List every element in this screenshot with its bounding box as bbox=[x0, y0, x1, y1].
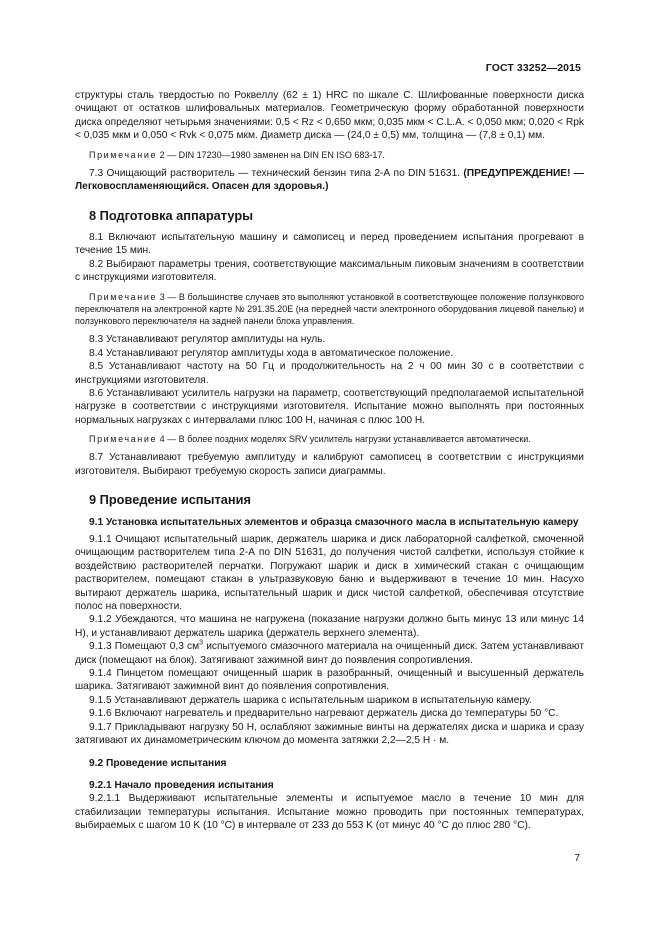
paragraph-7-3-text: 7.3 Очищающий растворитель — технический бензин типа 2-А по DIN 51631. bbox=[89, 167, 464, 179]
section-heading-9: 9 Проведение испытания bbox=[89, 492, 251, 508]
paragraph-9-1-1: 9.1.1 Очищают испытательный шарик, держатель шарика и диск лабораторной салфеткой, смоченной очищающим растворителем типа 2-А по DIN 51631, до получения чистой салфетки, используя стойкие к воздействию растворителей перчатки. Погружают шарик и диск в химический стакан с очищающим растворителем, помещают стакан в ультразвуковую баню и выдерживают в течение 10 мин. Насухо вытирают держатель шарика, испытательный шарик и диск чистой салфеткой, обеспечивая отсутствие полос на поверхности. bbox=[75, 533, 584, 612]
subsection-heading-9-2-1: 9.2.1 Начало проведения испытания bbox=[89, 779, 274, 791]
subsection-heading-9-1: 9.1 Установка испытательных элементов и образца смазочного масла в испытательную камеру bbox=[89, 516, 579, 528]
paragraph-9-1-3 bbox=[75, 640, 584, 667]
standard-header: ГОСТ 33252—2015 bbox=[485, 62, 581, 74]
page-number: 7 bbox=[574, 853, 580, 864]
paragraph-9-2-1-1: 9.2.1.1 Выдерживают испытательные элементы и испытуемое масло в течение 10 мин для стабилизации температуры испытания. Испытание можно проводить при постоянных температурах, выбираемых с шагом 10 K (10 °С) в интервале от 233 до 553 K (от минус 40 °С до плюс 280 °С). bbox=[75, 793, 584, 832]
paragraph-9-1-6: 9.1.6 Включают нагреватель и предварительно нагревают держатель диска до температуры 50 °С. bbox=[89, 708, 559, 720]
note-text: 2 — DIN 17230—1980 заменен на DIN EN ISO 683-17. bbox=[157, 149, 385, 160]
paragraph-9-1-5: 9.1.5 Устанавливают держатель шарика с испытательным шариком в испытательную камеру. bbox=[89, 694, 532, 706]
note-4 bbox=[75, 433, 584, 445]
subsection-heading-9-2: 9.2 Проведение испытания bbox=[89, 758, 227, 770]
paragraph-9-1-4: 9.1.4 Пинцетом помещают очищенный шарик в разобранный, очищенный и высушенный держатель шарика. Затягивают зажимной винт до появления сопротивления. bbox=[75, 668, 584, 693]
paragraph-9-1-3-text-a: 9.1.3 Помещают 0,3 см bbox=[89, 641, 200, 653]
paragraph-8-3: 8.3 Устанавливают регулятор амплитуды на нуль. bbox=[89, 334, 326, 346]
paragraph-8-1: 8.1 Включают испытательную машину и самописец и перед проведением испытания прогревают в течение 15 мин. bbox=[75, 232, 584, 257]
paragraph-9-1-2: 9.1.2 Убеждаются, что машина не нагружена (показание нагрузки должно быть минус 13 или минус 14 Н), и устанавливают держатель шарика (держатель верхнего элемента). bbox=[75, 614, 584, 639]
note-label: Примечание bbox=[89, 149, 158, 160]
paragraph-8-6: 8.6 Устанавливают усилитель нагрузки на параметр, соответствующий предполагаемой испытательной нагрузке в соответствии с инструкциями изготовителя. Испытание можно выполнять при постоянных нормальных нагрузках с интервалами плюс 100 Н, начиная с плюс 100 Н. bbox=[75, 387, 584, 426]
paragraph-7-3 bbox=[75, 167, 584, 194]
paragraph-8-2: 8.2 Выбирают параметры трения, соответствующие максимальным пиковым значениям в соответствии с инструкциями изготовителя. bbox=[75, 258, 584, 284]
note-3 bbox=[75, 291, 584, 328]
paragraph-8-7: 8.7 Устанавливают требуемую амплитуду и калибруют самописец в соответствии с инструкциями изготовителя. Выбирают требуемую скорость записи диаграммы. bbox=[75, 452, 584, 477]
warning-text: (ПРЕДУПРЕЖДЕНИЕ! — Легковоспламеняющийся. Опасен для здоровья.) bbox=[75, 167, 584, 193]
note-text: 4 — В более поздних моделях SRV усилитель нагрузки устанавливается автоматически. bbox=[157, 434, 531, 445]
note-2 bbox=[75, 149, 584, 161]
paragraph-9-1-7: 9.1.7 Прикладывают нагрузку 50 Н, ослабляют зажимные винты на держателях диска и шарика и сразу затягивают их динамометрическим ключом до момента затяжки 2,2—2,5 Н · м. bbox=[75, 721, 584, 747]
paragraph-8-4: 8.4 Устанавливают регулятор амплитуды хода в автоматическое положение. bbox=[89, 347, 454, 359]
note-label: Примечание bbox=[89, 434, 158, 445]
document-body bbox=[75, 89, 584, 832]
note-text: 3 — В большинстве случаев это выполняют установкой в соответствующее положение ползункового переключателя на электронной карте № 291.35.20E (на передней части электронного оборудования лицевой панелью) и ползункового переключателя на задней панели блока управления. bbox=[75, 291, 584, 327]
note-label: Примечание bbox=[89, 291, 158, 302]
paragraph-continued: структуры сталь твердостью по Роквеллу (62 ± 1) HRC по шкале С. Шлифованные поверхности диска очищают от остатков шлифовальных материалов. Геометрическую форму обработанной поверхности диска определяют четырьмя значениями: 0,5 < Rz < 0,650 мкм; 0,035 мкм < C.L.A. < 0,050 мкм; 0,020 < Rpk < 0,035 мкм и 0,050 < Rvk < 0,075 мкм. Диаметр диска — (24,0 ± 0,5) мм, толщина — (7,8 ± 0,1) мм. bbox=[75, 90, 584, 142]
section-heading-8: 8 Подготовка аппаратуры bbox=[89, 207, 254, 223]
superscript: 3 bbox=[199, 639, 204, 647]
paragraph-9-1-3-text-b: испытуемого смазочного материала на очищенный диск. Затем устанавливают диск (помещают на блок). Затягивают зажимной винт до появления сопротивления. bbox=[75, 641, 585, 666]
paragraph-8-5: 8.5 Устанавливают частоту на 50 Гц и продолжительность на 2 ч 00 мин 30 с в соответствии с инструкциями изготовителя. bbox=[75, 361, 584, 386]
